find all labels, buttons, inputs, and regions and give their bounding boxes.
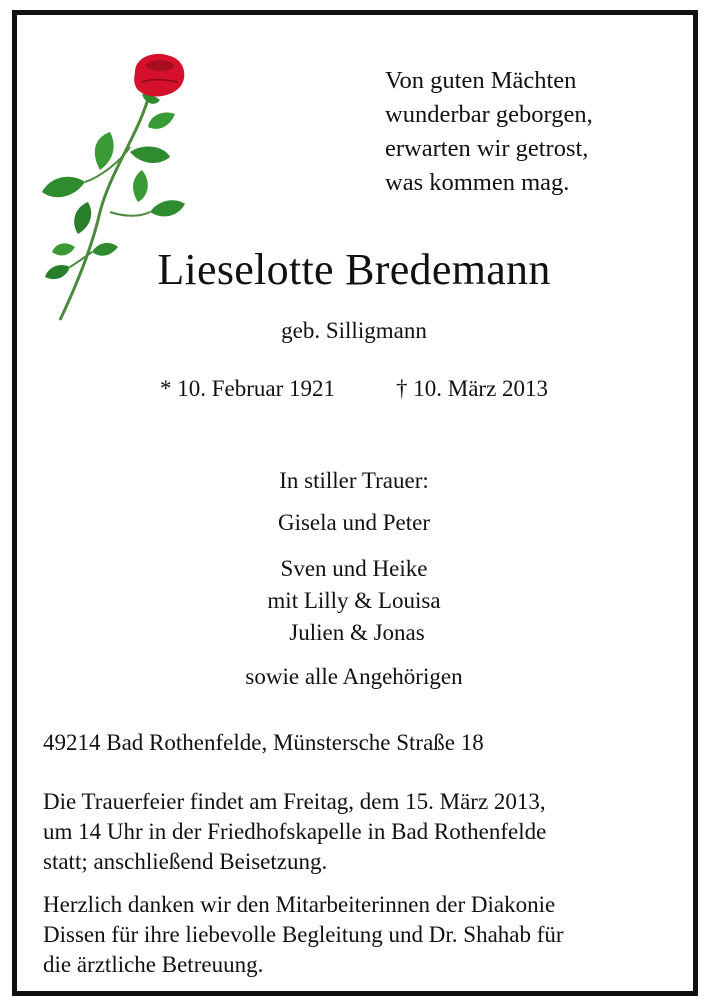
- death-date: † 10. März 2013: [396, 376, 549, 401]
- mourner-line: Gisela und Peter: [277, 510, 430, 535]
- poem-quote: [385, 64, 593, 200]
- service-line: statt; anschließend Beisetzung.: [43, 849, 328, 874]
- poem-line: was kommen mag.: [385, 169, 570, 196]
- address: 49214 Bad Rothenfelde, Münstersche Straße 18: [43, 730, 484, 755]
- thanks-line: Dissen für ihre liebevolle Begleitung und Dr. Shahab für: [43, 922, 564, 947]
- mourner-line: Julien & Jonas: [289, 620, 425, 645]
- poem-line: Von guten Mächten: [385, 67, 577, 94]
- thanks-line: die ärztliche Betreuung.: [43, 952, 264, 977]
- service-line: um 14 Uhr in der Friedhofskapelle in Bad Rothenfelde: [43, 819, 547, 844]
- thanks-line: Herzlich danken wir den Mitarbeiterinnen der Diakonie: [43, 892, 556, 917]
- mourner-line: Sven und Heike: [280, 556, 428, 581]
- deceased-name: Lieselotte Bredemann: [157, 245, 551, 294]
- mourners-intro: In stiller Trauer:: [279, 468, 429, 493]
- service-line: Die Trauerfeier findet am Freitag, dem 15. März 2013,: [43, 789, 546, 814]
- mourner-line: mit Lilly & Louisa: [267, 588, 441, 613]
- poem-line: wunderbar geborgen,: [385, 101, 593, 128]
- service-info: [43, 787, 546, 877]
- maiden-name: geb. Silligmann: [281, 318, 427, 343]
- birth-date: * 10. Februar 1921: [160, 376, 336, 401]
- thanks-info: [43, 890, 564, 980]
- mourner-line: sowie alle Angehörigen: [245, 664, 463, 689]
- poem-line: erwarten wir getrost,: [385, 135, 589, 162]
